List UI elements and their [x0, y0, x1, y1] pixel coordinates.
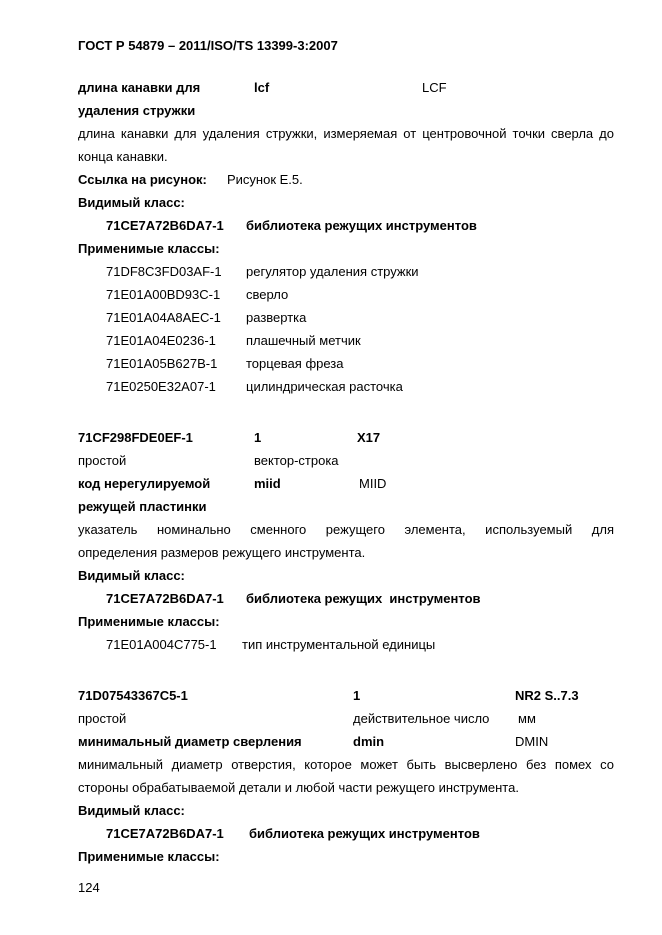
- entry1-figure-label: Ссылка на рисунок:: [78, 172, 207, 187]
- entry1-description-line2: конца канавки.: [78, 149, 168, 164]
- entry3-type: действительное число: [353, 711, 490, 726]
- entry3-unit: мм: [518, 711, 536, 726]
- entry2-applicable-label: Применимые классы:: [78, 614, 220, 629]
- entry2-id: 71CF298FDE0EF-1: [78, 430, 193, 445]
- entry3-name: минимальный диаметр сверления: [78, 734, 302, 749]
- entry3-format: NR2 S..7.3: [515, 688, 579, 703]
- entry1-visible-class-name: библиотека режущих инструментов: [246, 218, 477, 233]
- applicable-class-name: плашечный метчик: [246, 333, 361, 348]
- entry1-name-line2: удаления стружки: [78, 103, 196, 118]
- entry1-applicable-label: Применимые классы:: [78, 241, 220, 256]
- entry3-version: 1: [353, 688, 361, 703]
- applicable-class-id: 71E0250E32A07-1: [106, 379, 216, 394]
- applicable-class-id: 71E01A00BD93C-1: [106, 287, 221, 302]
- entry3-visible-class-label: Видимый класс:: [78, 803, 185, 818]
- applicable-class-name: сверло: [246, 287, 289, 302]
- entry2-format: X17: [357, 430, 381, 445]
- entry1-description-line1: длина канавки для удаления стружки, измеряемая от центровочной точки сверла до: [78, 126, 614, 141]
- entry3-description-line2: стороны обрабатываемой детали и любой части режущего инструмента.: [78, 780, 519, 795]
- applicable-class-name: тип инструментальной единицы: [242, 637, 436, 652]
- entry2-version: 1: [254, 430, 262, 445]
- applicable-class-id: 71E01A04A8AEC-1: [106, 310, 221, 325]
- applicable-class-id: 71DF8C3FD03AF-1: [106, 264, 222, 279]
- entry1-figure-value: Рисунок Е.5.: [227, 172, 303, 187]
- entry3-id: 71D07543367C5-1: [78, 688, 188, 703]
- entry3-visible-class-id: 71CE7A72B6DA7-1: [106, 826, 224, 841]
- entry2-symbol: miid: [254, 476, 281, 491]
- page-number: 124: [78, 880, 100, 895]
- entry2-description-line1: указатель номинально сменного режущего элемента, используемый для: [78, 522, 614, 537]
- document-header: ГОСТ Р 54879 – 2011/ISO/TS 13399-3:2007: [78, 38, 338, 53]
- entry3-kind: простой: [78, 711, 127, 726]
- applicable-class-id: 71E01A05B627B-1: [106, 356, 218, 371]
- applicable-class-id: 71E01A04E0236-1: [106, 333, 216, 348]
- applicable-class-name: развертка: [246, 310, 307, 325]
- entry2-kind: простой: [78, 453, 127, 468]
- entry3-applicable-label: Применимые классы:: [78, 849, 220, 864]
- applicable-class-name: цилиндрическая расточка: [246, 379, 403, 394]
- entry1-visible-class-id: 71CE7A72B6DA7-1: [106, 218, 224, 233]
- entry1-name-line1: длина канавки для: [78, 80, 201, 95]
- applicable-class-id: 71E01A004C775-1: [106, 637, 217, 652]
- entry2-visible-class-name: библиотека режущих инструментов: [246, 591, 481, 606]
- entry2-visible-class-id: 71CE7A72B6DA7-1: [106, 591, 224, 606]
- entry3-visible-class-name: библиотека режущих инструментов: [249, 826, 480, 841]
- entry2-type: вектор-строка: [254, 453, 339, 468]
- entry2-description-line2: определения размеров режущего инструмента.: [78, 545, 366, 560]
- entry2-name-line2: режущей пластинки: [78, 499, 207, 514]
- applicable-class-name: торцевая фреза: [246, 356, 344, 371]
- applicable-class-name: регулятор удаления стружки: [246, 264, 419, 279]
- entry1-visible-class-label: Видимый класс:: [78, 195, 185, 210]
- entry1-code: LCF: [422, 80, 447, 95]
- entry3-symbol: dmin: [353, 734, 385, 749]
- entry3-description-line1: минимальный диаметр отверстия, которое может быть высверлено без помех со: [78, 757, 614, 772]
- entry1-symbol: lcf: [254, 80, 270, 95]
- entry2-code: MIID: [359, 476, 387, 491]
- entry2-visible-class-label: Видимый класс:: [78, 568, 185, 583]
- entry2-name-line1: код нерегулируемой: [78, 476, 211, 491]
- entry3-code: DMIN: [515, 734, 549, 749]
